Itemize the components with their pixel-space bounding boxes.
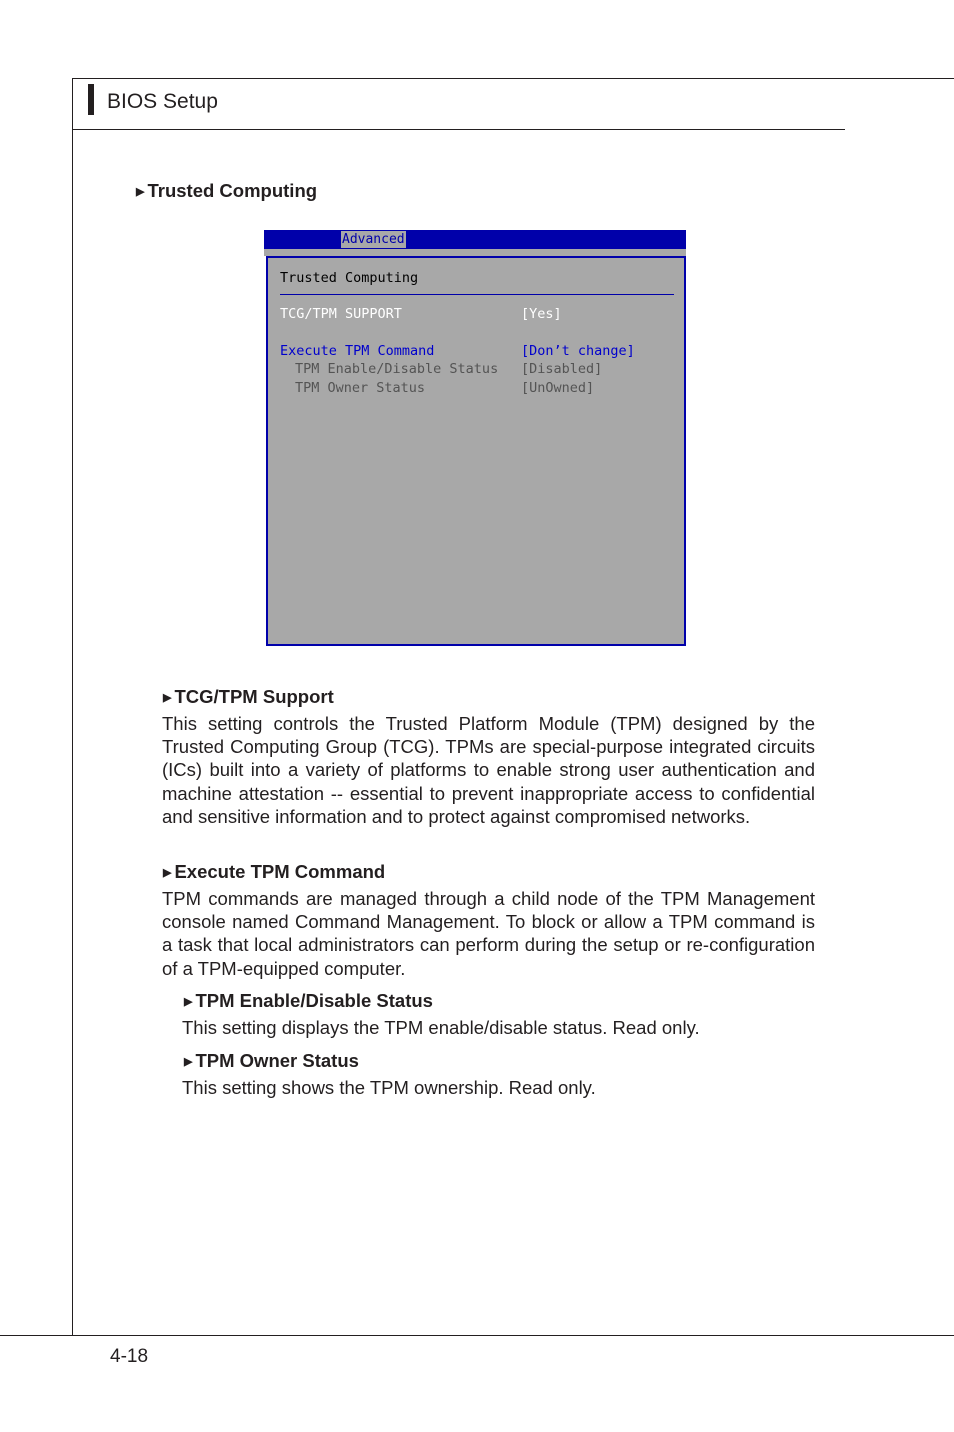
bios-item-tpm-enable-status: TPM Enable/Disable Status xyxy=(295,361,499,377)
header-rule xyxy=(72,129,845,130)
section-heading-tcg-tpm-support xyxy=(163,686,334,708)
section-heading-execute-tpm-command xyxy=(163,861,385,883)
bios-tab-advanced[interactable]: Advanced xyxy=(342,232,405,247)
bios-item-tcg-tpm-support[interactable]: TCG/TPM SUPPORT xyxy=(280,306,402,322)
section-body-tpm-owner-status: This setting shows the TPM ownership. Read only. xyxy=(182,1077,596,1098)
triangle-bullet-icon: ▶ xyxy=(184,996,193,1008)
section-heading-text: Trusted Computing xyxy=(147,180,318,201)
header-bar xyxy=(88,84,94,115)
triangle-bullet-icon: ▶ xyxy=(184,1056,193,1068)
section-body-execute-tpm-command: TPM commands are managed through a child node of the TPM Management console named Command Management. To block or allow a TPM command is a task that local administrators can perform during the setup or re-configuration of a TPM-equipped computer. xyxy=(162,888,815,979)
bios-value-tcg-tpm-support[interactable]: [Yes] xyxy=(521,306,562,322)
section-heading-text: TCG/TPM Support xyxy=(174,686,334,707)
section-body-tpm-enable-status: This setting displays the TPM enable/disable status. Read only. xyxy=(182,1017,700,1038)
page-frame-top xyxy=(72,78,954,79)
section-heading-text: TPM Enable/Disable Status xyxy=(195,990,433,1011)
section-heading-text: TPM Owner Status xyxy=(195,1050,359,1071)
bios-menu-bar xyxy=(264,230,686,249)
bios-panel xyxy=(266,256,686,646)
triangle-bullet-icon: ▶ xyxy=(163,692,172,704)
section-heading-tpm-owner-status xyxy=(184,1050,359,1072)
page-number: 4-18 xyxy=(110,1346,149,1367)
header-title: BIOS Setup xyxy=(107,90,218,113)
section-heading-text: Execute TPM Command xyxy=(174,861,386,882)
bios-item-tpm-owner-status: TPM Owner Status xyxy=(295,380,426,396)
section-heading-trusted-computing xyxy=(136,180,317,202)
page-frame-bottom xyxy=(0,1335,954,1336)
section-body-tcg-tpm-support: This setting controls the Trusted Platform Module (TPM) designed by the Trusted Computing Group (TCG). TPMs are special-purpose integrated circuits (ICs) built into a variety of platforms to enable strong user authentication and machine attestation -- essential to prevent inappropriate access to confidential and sensitive information and to protect against compromised networks. xyxy=(162,713,815,827)
page-frame-left xyxy=(72,78,73,1336)
triangle-bullet-icon: ▶ xyxy=(163,867,172,879)
triangle-bullet-icon: ▶ xyxy=(136,186,145,198)
bios-title-rule xyxy=(280,294,674,295)
bios-item-execute-tpm-command[interactable]: Execute TPM Command xyxy=(280,343,435,359)
bios-panel-title: Trusted Computing xyxy=(280,270,419,286)
section-heading-tpm-enable-status xyxy=(184,990,433,1012)
bios-screenshot xyxy=(264,230,686,645)
bios-value-execute-tpm-command[interactable]: [Don’t change] xyxy=(521,343,635,359)
bios-value-tpm-enable-status: [Disabled] xyxy=(521,361,603,377)
bios-value-tpm-owner-status: [UnOwned] xyxy=(521,380,595,396)
